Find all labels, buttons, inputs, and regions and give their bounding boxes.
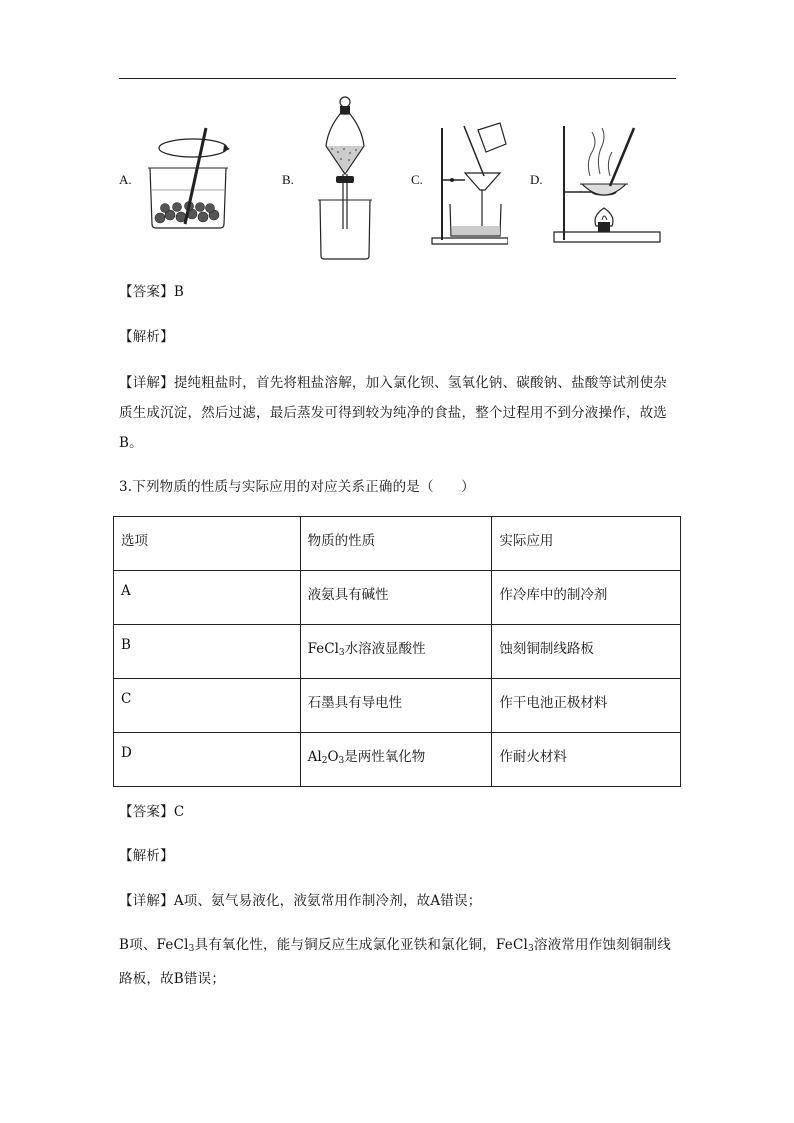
q3-stem: 3.下列物质的性质与实际应用的对应关系正确的是（ ） (119, 479, 475, 495)
table-row (114, 625, 681, 679)
q3-detail-b: B项、FeCl$_3$具有氧化性，能与铜反应生成氯化亚铁和氯化铜，FeCl$_3$溶液常用作蚀刻铜制线 路板，故B错误； (119, 937, 671, 987)
row-property: FeCl$_3$水溶液显酸性 (300, 625, 492, 679)
q3-answer (119, 797, 679, 827)
table-header-row (114, 517, 681, 571)
row-application: 作冷库中的制冷剂 (492, 571, 681, 625)
filtration-figure (430, 118, 508, 246)
row-application: 蚀刻铜制线路板 (492, 625, 681, 679)
row-option: A (114, 571, 301, 625)
row-property: 液氨具有碱性 (300, 571, 492, 625)
stirring-beaker-figure (140, 118, 240, 233)
option-c-label: C. (411, 172, 423, 187)
detail-label: 【详解】 (119, 893, 174, 909)
header-rule (119, 78, 676, 79)
q2-answer (119, 277, 679, 307)
row-property: $Al_2O_3$是两性氧化物 (300, 733, 492, 787)
q3-analysis-label: 【解析】 (119, 848, 174, 864)
detail-line-a: A项、氨气易液化，液氨常用作制冷剂，故A错误； (173, 893, 482, 909)
header-option: 选项 (114, 517, 301, 571)
q2-analysis-label: 【解析】 (119, 329, 174, 345)
row-application: 作耐火材料 (492, 733, 681, 787)
evaporation-figure (552, 122, 664, 250)
option-b-label: B. (282, 172, 294, 187)
answer-label: 【答案】 (119, 284, 174, 300)
table-row (114, 733, 681, 787)
option-d-label: D. (530, 172, 543, 187)
table-row (114, 679, 681, 733)
header-application: 实际应用 (492, 517, 681, 571)
q3-detail-a (119, 886, 679, 916)
option-a-label: A. (119, 172, 132, 187)
detail-label: 【详解】 (119, 375, 174, 391)
row-application: 作干电池正极材料 (492, 679, 681, 733)
properties-table (113, 516, 681, 787)
detail-text: 提纯粗盐时，首先将粗盐溶解，加入氯化钡、氢氧化钠、碳酸钠、盐酸等试剂使杂质生成沉淀，然后过滤，最后蒸发可得到较为纯净的食盐，整个过程用不到分液操作，故选B。 (119, 375, 668, 451)
separatory-funnel-figure (312, 94, 372, 260)
answer-value: B (173, 284, 184, 300)
row-option: D (114, 733, 301, 787)
q2-detail (119, 368, 675, 458)
row-option: C (114, 679, 301, 733)
row-property: 石墨具有导电性 (300, 679, 492, 733)
answer-label: 【答案】 (119, 804, 174, 820)
header-property: 物质的性质 (300, 517, 492, 571)
row-option: B (114, 625, 301, 679)
answer-value: C (173, 804, 185, 820)
table-row (114, 571, 681, 625)
